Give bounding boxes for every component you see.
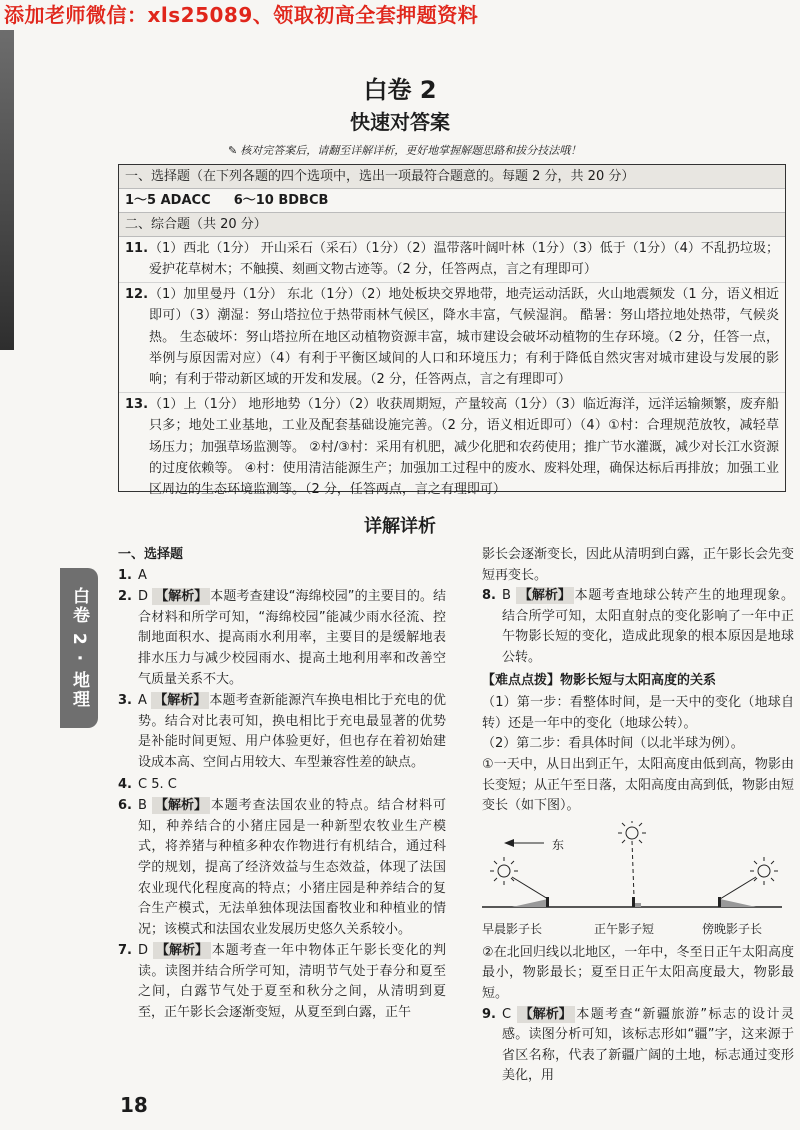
morning-sun-ray	[512, 877, 548, 899]
answer-item-text: （1）西北（1分） 开山采石（采石）（1分）（2）温带落叶阔叶林（1分）（3）低于（1分）（4）不乱扔垃圾；爱护花草树木；不触摸、刻画文物古迹等。（2 分，任答两点，言之有理即可）	[149, 241, 779, 278]
answer-item-number: 13.	[125, 396, 149, 412]
evening-shadow-label: 傍晚影子长	[702, 921, 763, 936]
question-number: 7.	[118, 943, 132, 959]
answer-item-number: 12.	[125, 286, 149, 302]
question-explanation: 本题考查“新疆旅游”标志的设计灵感。读图分析可知，该标志形如“疆”字，这来源于省区名称，代表了新疆广阔的土地，标志通过变形美化，用	[502, 1006, 794, 1084]
question-8	[482, 586, 794, 668]
question-explanation: 本题考查建设“海绵校园”的主要目的。结合材料和所学可知，“海绵校园”能减少雨水径流、控制地面积水、提高雨水利用率，主要目的是缓解地表排水压力与减少校园雨水、提高土地利用率和改善空气质量关系不大。	[138, 589, 446, 687]
explanation-left-column	[118, 545, 446, 1025]
tip-step-2: （2）第二步：看具体时间（以北半球为例）。	[482, 736, 744, 752]
noon-sun-ray	[632, 841, 634, 897]
analysis-tag: 【解析】	[517, 1006, 575, 1023]
question-2	[118, 587, 446, 690]
evening-shadow	[720, 899, 756, 907]
tip-step-2a: ①一天中，从日出到正午，太阳高度由低到高，物影由长变短；从正午至日落，太阳高度由高到低，物影由短变长（如下图）。	[482, 756, 795, 814]
analysis-tag: 【解析】	[516, 587, 574, 604]
east-label: 东	[552, 837, 565, 852]
tip-step-1: （1）第一步：看整体时间，是一天中的变化（地球自转）还是一年中的变化（地球公转）。	[482, 695, 794, 731]
question-number: 2.	[118, 589, 132, 605]
noon-sun-icon	[618, 821, 646, 843]
question-number: 6.	[118, 798, 132, 814]
answer-item	[119, 237, 785, 282]
difficulty-tip-title: 【难点点拨】物影长短与太阳高度的关系	[482, 672, 717, 688]
question-answer: C	[502, 1006, 512, 1022]
pencil-icon: ✎	[228, 144, 238, 157]
answer-range-2: 6～10	[233, 193, 274, 208]
question-4-5	[118, 775, 446, 796]
question-6	[118, 796, 446, 940]
page-title: 白卷 2	[363, 76, 437, 104]
page-number: 18	[120, 1093, 148, 1117]
evening-pole	[718, 897, 721, 907]
answer-item	[119, 282, 785, 392]
promo-banner: 添加老师微信：xls25089、领取初高全套押题资料	[4, 3, 479, 27]
question-number: 1.	[118, 567, 132, 583]
question-answer: D	[138, 943, 149, 959]
noon-pole	[632, 897, 635, 907]
page-subtitle: 快速对答案	[350, 110, 450, 134]
question-answer: C 5. C	[138, 776, 177, 792]
answer-section-2-title: 二、综合题（共 20 分）	[119, 213, 785, 237]
morning-shadow	[512, 899, 548, 907]
detail-section-title: 详解详析	[364, 516, 436, 537]
question-answer: A	[138, 693, 147, 709]
question-3	[118, 691, 446, 773]
tip-step-2b: ②在北回归线以北地区，一年中，冬至日正午太阳高度最小，物影最长；夏至日正午太阳高度最大，物影最短。	[482, 944, 794, 1001]
question-number: 9.	[482, 1006, 496, 1022]
shadow-length-diagram	[482, 821, 782, 941]
answer-range-1: 1～5	[125, 193, 157, 208]
answer-item	[119, 392, 785, 502]
answer-item-number: 11.	[125, 241, 149, 256]
question-number: 4.	[118, 776, 132, 792]
analysis-tag: 【解析】	[153, 942, 211, 959]
explanation-right-column	[482, 545, 794, 1088]
evening-sun-ray	[720, 877, 756, 899]
side-tab-label: 白卷 2 · 地理	[60, 568, 98, 728]
quick-answer-box	[118, 164, 786, 498]
noon-shadow-label: 正午影子短	[594, 921, 655, 936]
question-answer: B	[502, 588, 511, 604]
question-explanation: 本题考查新能源汽车换电相比于充电的优势。结合对比表可知，换电相比于充电最显著的优势是补能时间更短、用户体验更好，但也存在着初始建设成本高、空间占用较大、车型兼容性差的缺点。	[138, 693, 446, 770]
question-explanation: 本题考查一年中物体正午影长变化的判读。读图并结合所学可知，清明节气处于春分和夏至之间，白露节气处于夏至和秋分之间，从清明到夏至，正午影长会逐渐变短，从夏至到白露，正午	[138, 943, 446, 1021]
hint-note	[228, 142, 688, 158]
answer-section-1-title: 一、选择题（在下列各题的四个选项中，选出一项最符合题意的。每题 2 分，共 20 分）	[119, 165, 785, 189]
analysis-tag: 【解析】	[152, 797, 210, 814]
question-7-continued: 影长会逐渐变长，因此从清明到白露，正午影长会先变短再变长。	[482, 547, 795, 583]
answer-values-2: BDBCB	[278, 193, 329, 208]
question-7	[118, 941, 446, 1023]
noon-shadow	[635, 903, 641, 907]
answer-choices-row	[119, 189, 785, 213]
hint-text: 核对完答案后，请翻至详解详析，更好地掌握解题思路和拔分技法哦！	[240, 144, 582, 157]
question-answer: B	[138, 798, 147, 814]
east-arrow-head	[504, 839, 514, 847]
morning-sun-icon	[490, 857, 518, 885]
question-number: 3.	[118, 693, 132, 709]
question-1	[118, 566, 446, 587]
shadow-diagram-svg	[482, 821, 782, 921]
question-explanation: 本题考查法国农业的特点。结合材料可知，种养结合的小猪庄园是一种新型农牧业生产模式，将养猪与种植多种农作物进行有机结合，通过科学的规划，提高了经济效益与生态效益，体现了法国农业现代化程度高的特点；小猪庄园是种养结合的复合生产模式，无法单独体现法国畜牧业和种植业的情况；该模式和法国农业发展历史悠久关系较小。	[138, 798, 446, 937]
morning-pole	[546, 897, 549, 907]
question-number: 8.	[482, 588, 496, 604]
question-9	[482, 1005, 794, 1087]
evening-sun-icon	[750, 857, 778, 885]
question-answer: A	[138, 567, 147, 583]
choice-heading: 一、选择题	[118, 547, 184, 562]
question-explanation: 本题考查地球公转产生的地理现象。结合所学可知，太阳直射点的变化影响了一年中正午物影长短的变化，造成此现象的根本原因是地球公转。	[502, 588, 794, 665]
answer-values-1: ADACC	[160, 193, 211, 208]
answer-item-text: （1）上（1分） 地形地势（1分）（2）收获周期短，产量较高（1分）（3）临近海洋，远洋运输频繁，废弃船只多；地处工业基地，工业及配套基础设施完善。（2 分，语义相近即可）（4）①村：合理规范放牧，减轻草场压力；加强草场监测等。 ②村/③村：采用有机肥，减少化肥和农药使用；推广节水灌溉，减少对长江水资源的过度依赖等。 ④村：使用清洁能源生产；加强加工过程中的废水、废料处理，确保达标后再排放；加强工业区周边的生态环境监测等。（2 分，任答两点，言之有理即可）	[149, 396, 779, 498]
question-answer: D	[138, 589, 149, 605]
analysis-tag: 【解析】	[152, 588, 210, 605]
analysis-tag: 【解析】	[151, 692, 209, 709]
answer-item-text: （1）加里曼丹（1分） 东北（1分）（2）地处板块交界地带，地壳运动活跃，火山地震频发（1 分，语义相近即可）（3）潮湿：努山塔拉位于热带雨林气候区，降水丰富，气候湿润。 酷暑：努山塔拉地处热带，气候炎热。 生态破坏：努山塔拉所在地区动植物资源丰富，城市建设会破坏动植物的生存环境。（2 分，任答一点，举例与原因需对应）（4）有利于平衡区域间的人口和环境压力；有利于降低自然灾害对城市建设与发展的影响；有利于带动新区域的开发和发展。（2 分，任答两点，言之有理即可）	[149, 286, 779, 388]
morning-shadow-label: 早晨影子长	[482, 921, 543, 936]
